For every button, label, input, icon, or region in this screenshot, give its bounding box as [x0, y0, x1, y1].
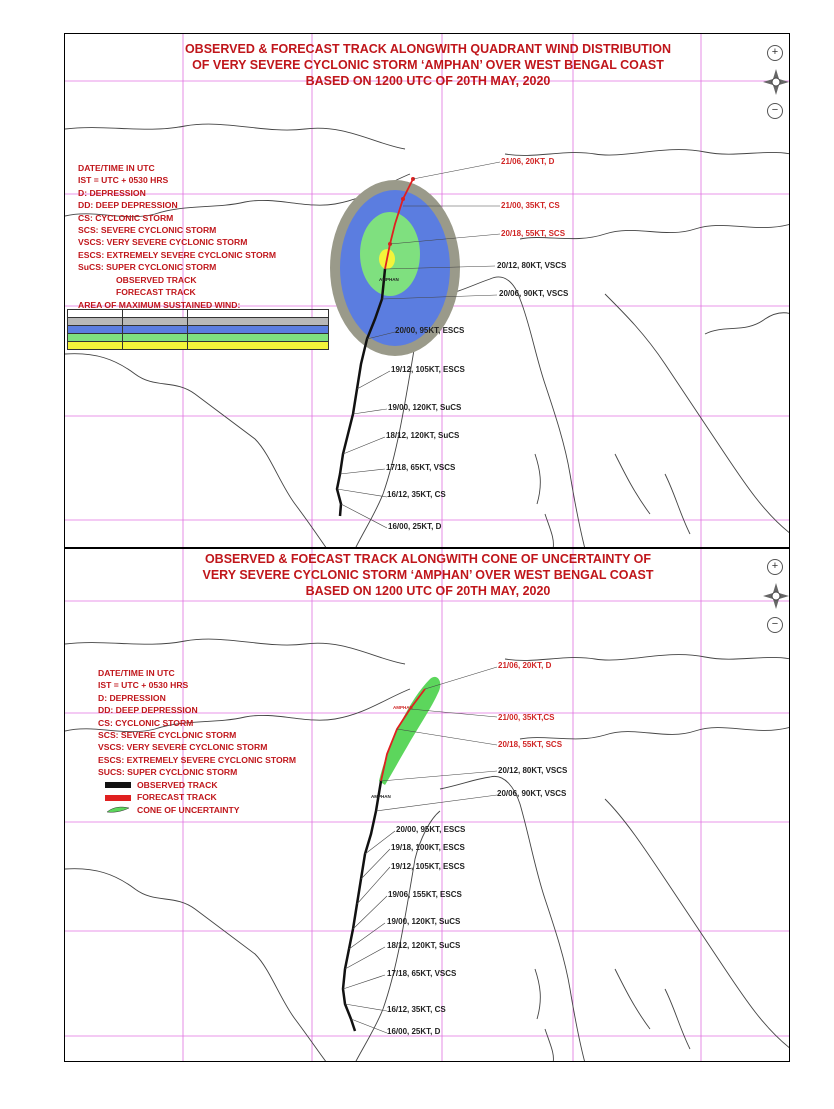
- forecast-label: 21/06, 20KT, D: [498, 661, 552, 670]
- cone-of-uncertainty-map: [64, 548, 790, 1062]
- observed-label: 20/00, 95KT, ESCS: [396, 825, 466, 834]
- forecast-label: 21/06, 20KT, D: [501, 157, 555, 166]
- observed-label: 19/12, 105KT, ESCS: [391, 365, 465, 374]
- zoom-out-icon[interactable]: −: [767, 103, 783, 119]
- storm-name-label: AMPHAN: [371, 794, 391, 799]
- observed-label: 16/12, 35KT, CS: [387, 490, 446, 499]
- observed-label: 16/00, 25KT, D: [388, 522, 442, 531]
- forecast-label: 21/00, 35KT, CS: [501, 201, 560, 210]
- cone-key-icon: [105, 806, 131, 814]
- observed-label: 16/00, 25KT, D: [387, 1027, 441, 1036]
- observed-label: 18/12, 120KT, SuCS: [386, 431, 460, 440]
- legend-abbreviations: DATE/TIME IN UTC IST = UTC + 0530 HRS D: DEPRESSION DD: DEEP DEPRESSION CS: CYCLONIC STORM SCS: SEVERE CYCLONIC STORM VSCS: VERY SEVERE CYCLONIC STORM ESCS: EXTREMELY SEVERE CYCLONIC STORM SUCS: SUPER CYCLONIC STORM: [98, 668, 297, 778]
- wind-area-table: [67, 309, 329, 350]
- storm-name-label: AMPHAN: [393, 705, 413, 710]
- compass-icon[interactable]: [763, 69, 789, 95]
- observed-label: 19/12, 105KT, ESCS: [391, 862, 465, 871]
- forecast-label: 20/18, 55KT, SCS: [498, 740, 563, 749]
- forecast-track-key-icon: [105, 795, 131, 801]
- observed-label: 20/00, 95KT, ESCS: [395, 326, 465, 335]
- observed-label: 20/12, 80KT, VSCS: [498, 766, 568, 775]
- map-title: OBSERVED & FOECAST TRACK ALONGWITH CONE OF UNCERTAINTY OF VERY SEVERE CYCLONIC STORM ‘AMPHAN’ OVER WEST BENGAL COAST BASED ON 1200 UTC OF 20TH MAY, 2020: [202, 552, 654, 598]
- observed-label: 20/12, 80KT, VSCS: [497, 261, 567, 270]
- storm-name-label: AMPHAN: [379, 277, 399, 282]
- zoom-in-icon[interactable]: +: [767, 45, 783, 61]
- compass-icon[interactable]: [763, 583, 789, 609]
- observed-label: 19/00, 120KT, SuCS: [387, 917, 461, 926]
- forecast-label: 20/18, 55KT, SCS: [501, 229, 566, 238]
- observed-label: 20/06, 90KT, VSCS: [499, 289, 569, 298]
- observed-label: 16/12, 35KT, CS: [387, 1005, 446, 1014]
- legend-track-keys: OBSERVED TRACK FORECAST TRACK AREA OF MAXIMUM SUSTAINED WIND:: [78, 275, 241, 310]
- observed-track-key-icon: [105, 782, 131, 788]
- legend-track-keys: OBSERVED TRACK FORECAST TRACK CONE OF UNCERTAINTY: [105, 779, 240, 816]
- legend-abbreviations: DATE/TIME IN UTC IST = UTC + 0530 HRS D: DEPRESSION DD: DEEP DEPRESSION CS: CYCLONIC STORM SCS: SEVERE CYCLONIC STORM VSCS: VERY SEVERE CYCLONIC STORM ESCS: EXTREMELY SEVERE CYCLONIC STORM SuCS: SUPER CYCLONIC STORM: [78, 163, 277, 273]
- forecast-label: 21/00, 35KT,CS: [498, 713, 555, 722]
- map-title: OBSERVED & FORECAST TRACK ALONGWITH QUADRANT WIND DISTRIBUTION OF VERY SEVERE CYCLONIC STORM ‘AMPHAN’ OVER WEST BENGAL COAST BASED ON 1200 UTC OF 20TH MAY, 2020: [184, 42, 672, 88]
- observed-label: 19/18, 100KT, ESCS: [391, 843, 465, 852]
- observed-label: 18/12, 120KT, SuCS: [387, 941, 461, 950]
- zoom-out-icon[interactable]: −: [767, 617, 783, 633]
- zoom-in-icon[interactable]: +: [767, 559, 783, 575]
- observed-label: 19/06, 155KT, ESCS: [388, 890, 462, 899]
- observed-track: [343, 781, 381, 1031]
- observed-label: 19/00, 120KT, SuCS: [388, 403, 462, 412]
- wind-distribution-map: [64, 33, 790, 548]
- observed-label: 20/06, 90KT, VSCS: [497, 789, 567, 798]
- observed-label: 17/18, 65KT, VSCS: [387, 969, 457, 978]
- observed-label: 17/18, 65KT, VSCS: [386, 463, 456, 472]
